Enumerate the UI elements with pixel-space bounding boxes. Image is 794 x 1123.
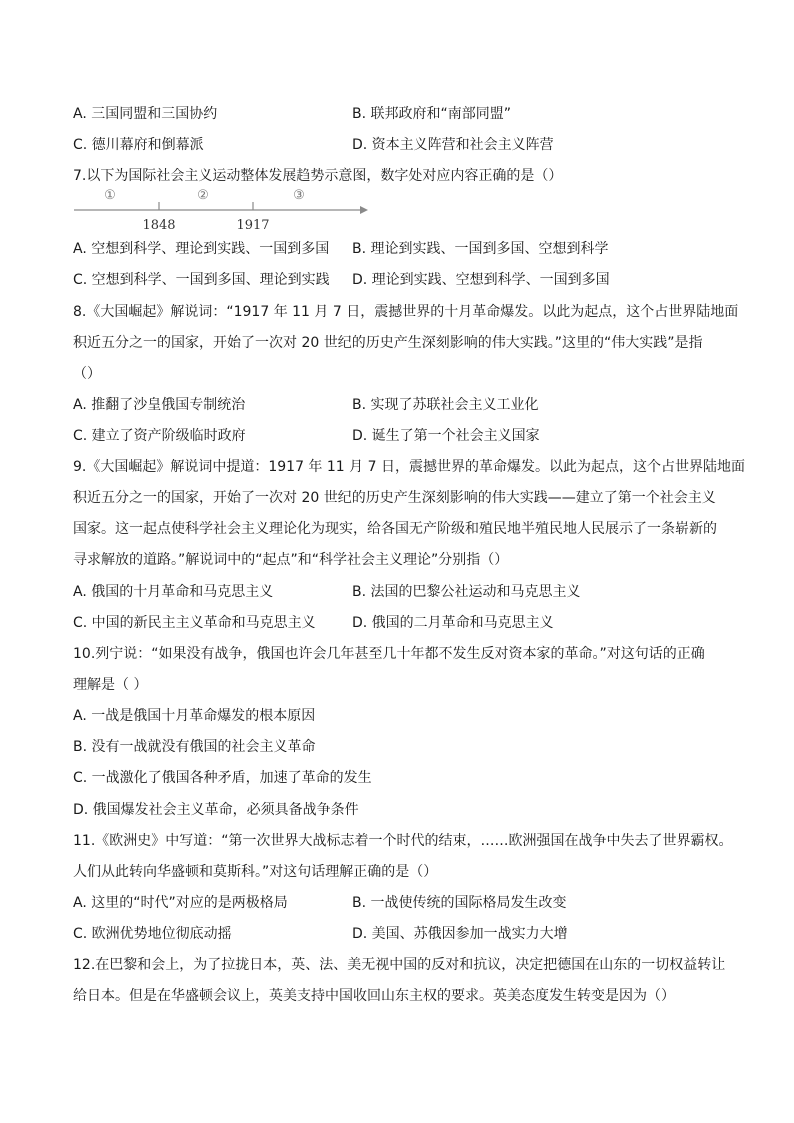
option-d: D. 美国、苏俄因参加一战实力大增: [352, 926, 568, 942]
question-7-stem: 7.以下为国际社会主义运动整体发展趋势示意图，数字处对应内容正确的是（）: [73, 168, 563, 184]
option-c: C. 空想到科学、一国到多国、理论到实践: [73, 272, 330, 288]
option-c: C. 建立了资产阶级临时政府: [73, 428, 246, 444]
option-b: B. 联邦政府和“南部同盟”: [352, 106, 512, 122]
question-12-line: 12.在巴黎和会上，为了拉拢日本，英、法、美无视中国的反对和抗议，决定把德国在山东的一切权益转让: [73, 957, 726, 973]
option-b: B. 没有一战就没有俄国的社会主义革命: [73, 739, 316, 755]
question-9-line: 积近五分之一的国家，开始了一次对 20 世纪的历史产生深刻影响的伟大实践——建立了第一个社会主义: [73, 490, 716, 506]
option-b: B. 理论到实践、一国到多国、空想到科学: [352, 241, 609, 257]
question-8-line: 8.《大国崛起》解说词：“1917 年 11 月 7 日，震撼世界的十月革命爆发。以此为起点，这个占世界陆地面: [73, 304, 739, 320]
timeline-marker-2: ②: [197, 188, 209, 203]
option-a: A. 推翻了沙皇俄国专制统治: [73, 397, 246, 413]
option-a: A. 一战是俄国十月革命爆发的根本原因: [73, 708, 316, 724]
option-c: C. 欧洲优势地位彻底动摇: [73, 926, 232, 942]
question-9-line: 国家。这一起点使科学社会主义理论化为现实，给各国无产阶级和殖民地半殖民地人民展示了一条崭新的: [73, 521, 717, 537]
question-12-line: 给日本。但是在华盛顿会议上，英美支持中国收回山东主权的要求。英美态度发生转变是因为（）: [73, 988, 675, 1004]
timeline-year-1848: 1848: [142, 218, 176, 233]
option-c: C. 一战激化了俄国各种矛盾，加速了革命的发生: [73, 770, 372, 786]
option-d: D. 俄国爆发社会主义革命，必须具备战争条件: [73, 802, 359, 818]
timeline-diagram: [72, 184, 372, 234]
timeline-arrow-icon: [360, 206, 368, 214]
option-b: B. 法国的巴黎公社运动和马克思主义: [352, 584, 581, 600]
question-11-line: 11.《欧洲史》中写道：“第一次世界大战标志着一个时代的结束，……欧洲强国在战争中失去了世界霸权。: [73, 833, 733, 849]
option-a: A. 俄国的十月革命和马克思主义: [73, 584, 274, 600]
option-a: A. 空想到科学、理论到实践、一国到多国: [73, 241, 330, 257]
question-8-line: （）: [73, 366, 101, 382]
option-a: A. 三国同盟和三国协约: [73, 106, 218, 122]
timeline-marker-3: ③: [293, 188, 305, 203]
option-b: B. 实现了苏联社会主义工业化: [352, 397, 539, 413]
option-c: C. 中国的新民主主义革命和马克思主义: [73, 615, 316, 631]
question-9-line: 寻求解放的道路。”解说词中的“起点”和“科学社会主义理论”分别指（）: [73, 552, 509, 568]
question-11-line: 人们从此转向华盛顿和莫斯科。”对这句话理解正确的是（）: [73, 864, 438, 880]
option-c: C. 德川幕府和倒幕派: [73, 137, 204, 153]
option-d: D. 理论到实践、空想到科学、一国到多国: [352, 272, 610, 288]
timeline-year-1917: 1917: [236, 218, 270, 233]
option-d: D. 诞生了第一个社会主义国家: [352, 428, 540, 444]
option-a: A. 这里的“时代”对应的是两极格局: [73, 895, 288, 911]
question-9-line: 9.《大国崛起》解说词中提道：1917 年 11 月 7 日，震撼世界的革命爆发。以此为起点，这个占世界陆地面: [73, 459, 745, 475]
option-d: D. 资本主义阵营和社会主义阵营: [352, 137, 554, 153]
timeline-marker-1: ①: [104, 188, 116, 203]
question-8-line: 积近五分之一的国家，开始了一次对 20 世纪的历史产生深刻影响的伟大实践。”这里的“伟大实践”是指: [73, 335, 703, 351]
question-10-line: 10.列宁说：“如果没有战争，俄国也许会几年甚至几十年都不发生反对资本家的革命。”对这句话的正确: [73, 646, 705, 662]
option-d: D. 俄国的二月革命和马克思主义: [352, 615, 554, 631]
option-b: B. 一战使传统的国际格局发生改变: [352, 895, 567, 911]
question-10-line: 理解是（ ）: [73, 677, 148, 693]
